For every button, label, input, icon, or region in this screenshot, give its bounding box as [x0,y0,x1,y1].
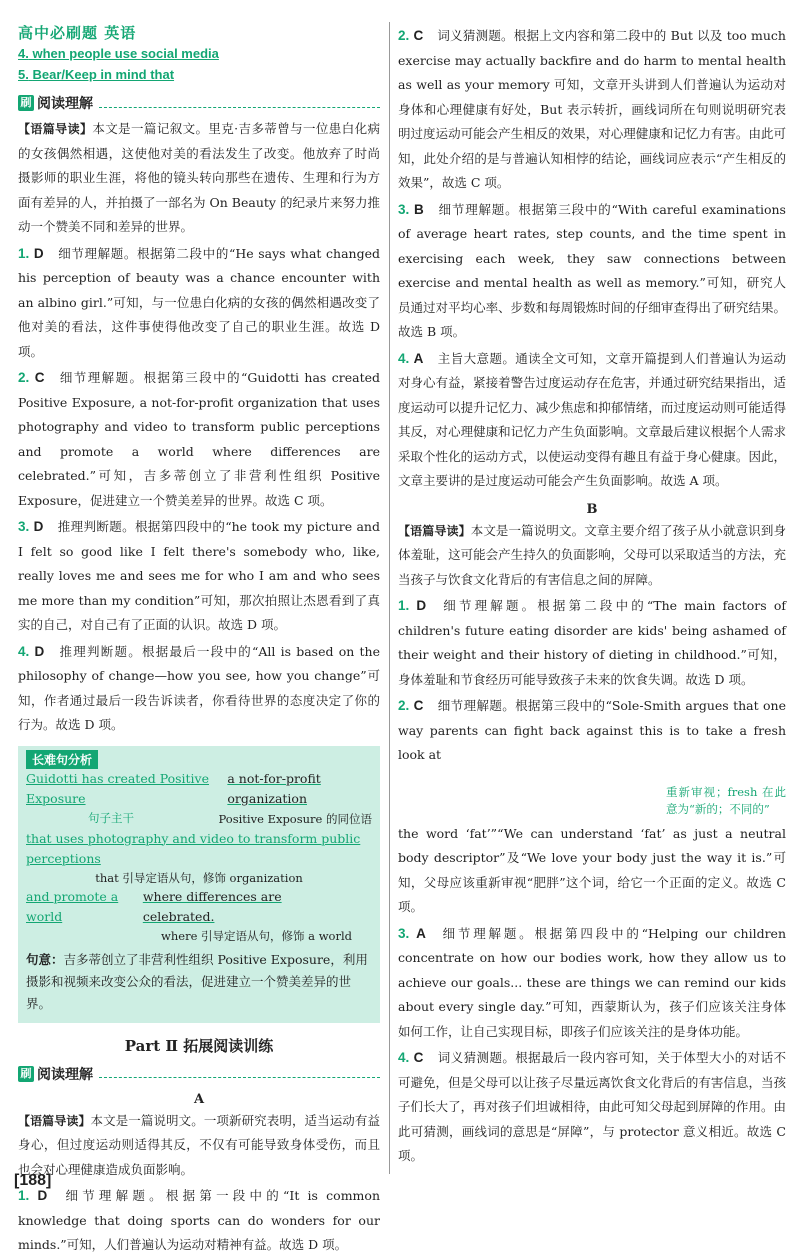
answer-item [18,515,380,638]
analysis-tag: 长难句分析 [26,750,98,769]
question-number: 1. [398,598,410,613]
question-number: 2. [398,698,410,713]
section-divider [99,1077,380,1078]
analysis-phrase: and promote a world [26,888,119,924]
explanation-text: the word ‘fat’”“We can understand ‘fat’ as just a neutral body descriptor”及“We love your body just the way it is.”可知，父母应该重新审视“肥胖”这个词，给它一个正面的定义。故选 C 项。 [398,825,786,914]
right-column [398,22,786,1169]
section-divider [99,107,380,108]
explanation-text: 推理判断题。根据最后一段中的“All is based on the philosophy of change—how you see, how you change”可知，作者通过最后一段告诉读者，你看待世界的态度决定了你的行为。故选 D 项。 [18,643,380,732]
explanation-text: 细节理解题。根据第三段中的“With careful examinations of average heart rates, step counts, and the time spent in exercising each week, they saw connections between exercise and mental health as well as memory.”可知，研究人员通过对平均心率、步数和每周锻炼时间的仔细审查得出了研究结果。故选 B 项。 [398,201,786,339]
answer-item [398,198,786,345]
intro-paragraph [18,117,380,240]
question-answer: A [416,925,426,941]
analysis-note: 句子主干 [88,810,134,825]
question-answer: D [33,245,44,261]
question-answer: A [413,350,424,366]
intro-tag: 【语篇导读】 [18,122,93,136]
question-number: 3. [398,925,410,941]
explanation-text: 推理判断题。根据第四段中的“he took my picture and I felt so good like I felt there's somebody who, like, really loves me and sees me for who I am and who sees me more than my condition”可知，那次拍照让杰恩看到了真实的自己，对自己有了正面的认识。故选 D 项。 [18,519,380,632]
left-column [18,22,380,1258]
question-number: 2. [398,28,410,43]
question-number: 4. [398,1050,410,1065]
answer-item [398,24,786,196]
intro-paragraph [18,1109,380,1183]
answer-num: 4. [18,46,29,61]
explanation-text: 主旨大意题。通读全文可知，文章开篇提到人们普遍认为运动对身心有益，紧接着警告过度运动存在危害，并通过研究结果指出，适度运动可以提升记忆力、减少焦虑和抑郁情绪，而过度运动则可能适得其反，对心理健康和记忆力产生负面影响。文章最后建议根据个人需求采取个性化的运动方式，以使运动变得有趣且有益于身心健康。因此，文章主要讲的是过度运动可能会产生负面影响。故选 A 项。 [398,350,786,488]
section-heading-reading [18,93,380,113]
page-header-title: 高中必刷题 英语 [18,24,137,42]
question-answer: D [37,1188,48,1203]
intro-tag: 【语篇导读】 [398,523,471,538]
answer-item [18,242,380,365]
answer-item [398,347,786,494]
answer-item [18,366,380,513]
analysis-phrase: where differences are celebrated. [142,888,282,924]
analysis-notes-row [26,809,372,829]
answer-line-5 [18,64,380,85]
question-number: 4. [398,350,410,366]
explanation-text: 词义猜测题。根据最后一段内容可知，关于体型大小的对话不可避免，但是父母可以让孩子尽量远离饮食文化背后的有害信息，当孩子们长大了，再对孩子们坦诚相待，由此可知父母起到屏障的作用。由此可猜测，画线词的意思是“屏障”，与 protector 意义相近。故选 C 项。 [398,1050,786,1163]
intro-text: 本文是一篇说明文。一项新研究表明，适当运动有益身心，但过度运动则适得其反，不仅有可能导致身体受伤，而且也会对心理健康造成负面影响。 [18,1112,380,1177]
question-number: 3. [398,201,410,217]
question-number: 1. [18,1188,30,1203]
page-number-value: 188 [19,1172,47,1189]
explanation-text: 细节理解题。根据第三段中的“Sole-Smith argues that one way parents can fight back against this is to take a fresh look at [398,698,786,762]
answer-line-4 [18,43,380,64]
question-number: 2. [18,370,30,385]
analysis-phrase: a not-for-profit organization [227,770,321,806]
explanation-text: 细节理解题。根据第一段中的“It is common knowledge that doing sports can do wonders for our minds.”可知，人们普遍认为运动对精神有益。故选 D 项。 [18,1188,380,1252]
answer-item-continued [398,822,786,920]
section-title: 阅读理解 [37,96,93,112]
sentence-tag: 句意： [26,951,64,967]
sentence-text: 吉多蒂创立了非营利性组织 Positive Exposure，利用摄影和视频来改变公众的看法，促进建立一个赞美差异的世界。 [26,951,368,1011]
question-answer: C [413,1050,424,1065]
analysis-note: where 引导定语从句，修饰 a world [161,928,352,943]
analysis-row [26,769,372,809]
explanation-text: 细节理解题。根据第二段中的“He says what changed his perception of beauty was a chance encounter with an albino girl.”可知，与一位患白化病的女孩的偶然相遇改变了他对美的看法，这件事使得他改变了自己的职业生涯。故选 D 项。 [18,245,380,359]
part-title: Part Ⅱ 拓展阅读训练 [124,1036,274,1055]
answer-item [398,1046,786,1169]
question-number: 1. [18,245,30,261]
explanation-text: 词义猜测题。根据上文内容和第二段中的 But 以及 too much exercise may actually backfire and do harm to mental health as well as your memory 可知，文章开头讲到人们普遍认为运动对身体和心理健康有好处，But 表示转折，画线词所在句则说明研究表明过度运动可能会产生相反的效果，对心理健康和记忆力有害。由此可知，此处介绍的是与普遍认知相悖的结论，画线词应表示“产生相反的效果”，故选 C 项。 [398,28,786,190]
analysis-sentence-meaning [26,949,372,1015]
explanation-text: 细节理解题。根据第二段中的“The main factors of children's future eating disorder are kids' being ashamed of their weight and their history of dieting in childhood.”可知，身体羞耻和节食经历可能导致孩子未来的饮食失调。故选 D 项。 [398,598,786,687]
question-answer: D [34,643,45,659]
intro-text: 本文是一篇说明文。文章主要介绍了孩子从小就意识到身体羞耻，这可能会产生持久的负面影响，父母可以采取适当的方法，充当孩子与饮食文化背后的有害信息之间的屏障。 [398,522,786,587]
analysis-row [26,887,372,927]
column-divider [389,22,390,1174]
explanation-text: 细节理解题。根据第三段中的“Guidotti has created Positive Exposure, a not-for-profit organization that uses photography and video to transform public perceptions and promote a world where differences are celebrated.”可知，吉多蒂创立了非营利性组织 Positive Exposure，促进建立一个赞美差异的世界。故选 C 项。 [18,370,381,508]
intro-text: 本文是一篇记叙文。里克·吉多蒂曾与一位患白化病的女孩偶然相遇，这使他对美的看法发生了改变。他放弃了时尚摄影师的职业生涯，将他的镜头转向那些在遗传、生理和行为方面有差异的人，并拍摄了一部名为 On Beauty 的纪录片来努力推动一个赞美不同和差异的世界。 [18,121,380,234]
question-answer: B [414,201,424,217]
question-number: 3. [18,519,30,534]
question-answer: C [413,28,424,43]
answer-item [18,1184,380,1258]
question-answer: C [34,370,45,385]
explanation-text: 细节理解题。根据第四段中的“Helping our children concentrate on how our bodies work, how they allow us to achieve our goals... these are things we can remind our kids about every single day.”可知，西蒙斯认为，孩子们应该关注身体如何工作，让自己实现目标，即孩子们应该关注的是身体功能。 [398,925,786,1039]
intro-paragraph [398,519,786,593]
analysis-note: Positive Exposure 的同位语 [218,811,372,826]
answer-item [398,694,786,820]
section-heading-reading [18,1064,380,1084]
answer-item [18,640,380,738]
analysis-row [26,829,372,869]
reading-badge-icon: 刷 [18,95,34,111]
reading-badge-icon: 刷 [18,1066,34,1082]
analysis-phrase: that uses photography and video to transform public perceptions [26,830,361,866]
answer-num: 5. [18,67,29,82]
question-number: 4. [18,643,30,659]
question-answer: D [33,519,44,534]
analysis-note: that 引导定语从句，修饰 organization [95,870,303,885]
section-title: 阅读理解 [37,1066,93,1083]
margin-note: 重新审视；fresh 在此意为“新的；不同的” [666,784,786,816]
question-answer: C [413,698,424,713]
analysis-phrase: Guidotti has created Positive Exposure [26,770,210,806]
answer-item [398,922,786,1045]
sentence-analysis-box [18,746,380,1023]
answer-item [398,594,786,692]
passage-letter: B [586,501,598,517]
intro-tag: 【语篇导读】 [18,1113,91,1128]
answer-text: Bear/Keep in mind that [32,67,175,82]
passage-letter: A [193,1091,205,1107]
answer-text: when people use social media [32,46,219,61]
question-answer: D [416,598,427,613]
page-number: [188] [14,1172,52,1189]
